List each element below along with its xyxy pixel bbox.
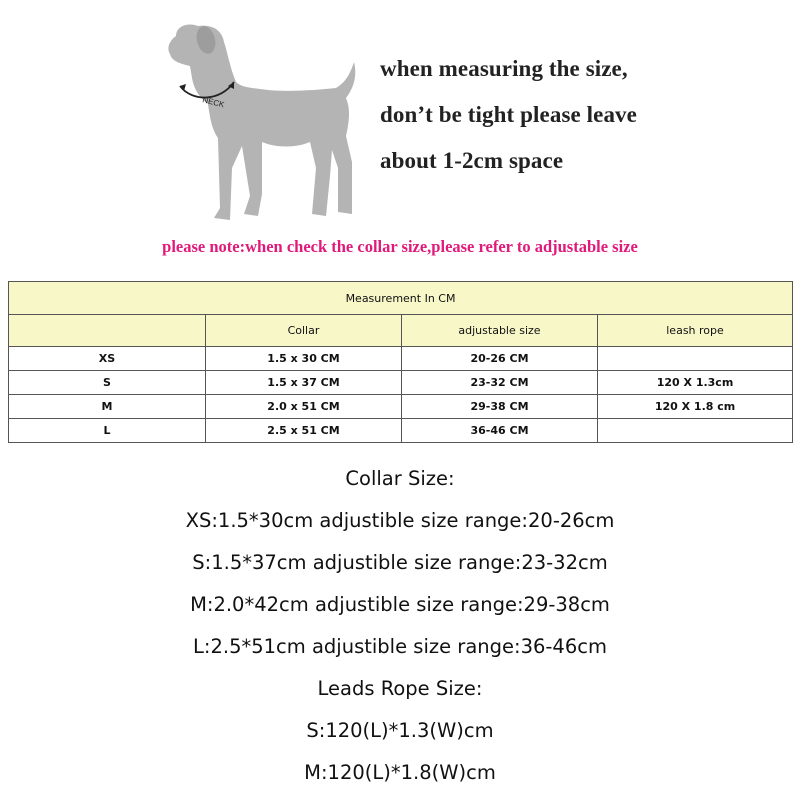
leash-cell bbox=[598, 347, 793, 371]
leads-rope-line-m: M:120(L)*1.8(W)cm bbox=[304, 761, 496, 784]
dog-body bbox=[168, 24, 355, 220]
size-cell: S bbox=[9, 371, 206, 395]
size-cell: M bbox=[9, 395, 206, 419]
collar-size-line-s: S:1.5*37cm adjustible size range:23-32cm bbox=[192, 551, 608, 574]
adjustable-cell: 36-46 CM bbox=[402, 419, 598, 443]
instruction-line-1: when measuring the size, bbox=[380, 56, 628, 81]
adjustable-cell: 29-38 CM bbox=[402, 395, 598, 419]
column-header-adjustable: adjustable size bbox=[402, 315, 598, 347]
leash-cell: 120 X 1.8 cm bbox=[598, 395, 793, 419]
collar-cell: 1.5 x 37 CM bbox=[206, 371, 402, 395]
instruction-line-2: don’t be tight please leave bbox=[380, 102, 637, 127]
table-caption: Measurement In CM bbox=[9, 282, 793, 315]
adjustable-cell: 23-32 CM bbox=[402, 371, 598, 395]
collar-size-line-l: L:2.5*51cm adjustible size range:36-46cm bbox=[193, 635, 607, 658]
table-row bbox=[9, 347, 793, 371]
collar-size-line-xs: XS:1.5*30cm adjustible size range:20-26cm bbox=[185, 509, 615, 532]
leads-rope-heading: Leads Rope Size: bbox=[317, 677, 483, 700]
collar-cell: 1.5 x 30 CM bbox=[206, 347, 402, 371]
collar-size-line-m: M:2.0*42cm adjustible size range:29-38cm bbox=[190, 593, 610, 616]
table-row bbox=[9, 395, 793, 419]
table-row bbox=[9, 371, 793, 395]
collar-cell: 2.0 x 51 CM bbox=[206, 395, 402, 419]
collar-cell: 2.5 x 51 CM bbox=[206, 419, 402, 443]
neck-label: NECK bbox=[201, 95, 226, 110]
size-cell: XS bbox=[9, 347, 206, 371]
collar-size-heading: Collar Size: bbox=[345, 467, 455, 490]
table-row bbox=[9, 419, 793, 443]
column-header-collar: Collar bbox=[206, 315, 402, 347]
leads-rope-line-s: S:120(L)*1.3(W)cm bbox=[306, 719, 494, 742]
column-header-size bbox=[9, 315, 206, 347]
column-header-leash: leash rope bbox=[598, 315, 793, 347]
collar-size-note: please note:when check the collar size,please refer to adjustable size bbox=[162, 237, 638, 256]
dog-silhouette-icon bbox=[158, 18, 364, 236]
size-cell: L bbox=[9, 419, 206, 443]
measurement-table bbox=[8, 281, 793, 443]
adjustable-cell: 20-26 CM bbox=[402, 347, 598, 371]
leash-cell bbox=[598, 419, 793, 443]
leash-cell: 120 X 1.3cm bbox=[598, 371, 793, 395]
instruction-line-3: about 1-2cm space bbox=[380, 148, 564, 173]
